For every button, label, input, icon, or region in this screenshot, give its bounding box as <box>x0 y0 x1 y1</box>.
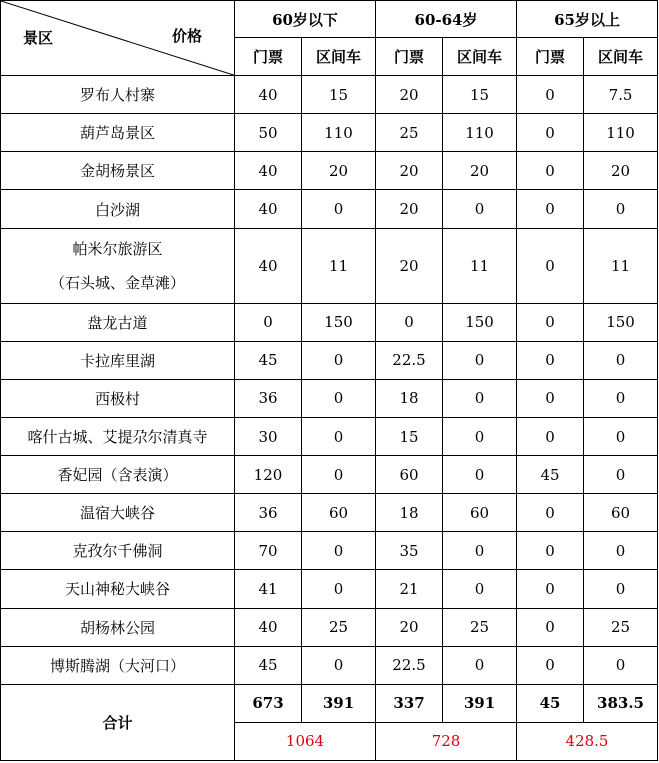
subheader-shuttle: 区间车 <box>302 38 376 76</box>
total-value: 391 <box>302 684 376 722</box>
shuttle-price-cell: 0 <box>302 379 376 417</box>
ticket-price-cell: 22.5 <box>376 646 443 684</box>
ticket-price-cell: 41 <box>235 570 302 608</box>
shuttle-price-cell: 110 <box>584 114 658 152</box>
table-row <box>1 228 658 303</box>
ticket-price-cell: 45 <box>235 341 302 379</box>
totals-row <box>1 684 658 722</box>
table-row <box>1 303 658 341</box>
table-row <box>1 418 658 456</box>
shuttle-price-cell: 0 <box>584 190 658 228</box>
shuttle-price-cell: 0 <box>302 456 376 494</box>
ticket-price-cell: 0 <box>517 303 584 341</box>
shuttle-price-cell: 60 <box>584 494 658 532</box>
age-group-65-plus: 65岁以上 <box>517 1 658 38</box>
shuttle-price-cell: 11 <box>584 228 658 303</box>
shuttle-price-cell: 11 <box>443 228 517 303</box>
shuttle-price-cell: 110 <box>302 114 376 152</box>
ticket-price-cell: 0 <box>517 532 584 570</box>
ticket-price-cell: 40 <box>235 228 302 303</box>
shuttle-price-cell: 0 <box>584 418 658 456</box>
group-total-under-60: 1064 <box>235 722 376 760</box>
scenic-spot-name: 白沙湖 <box>1 190 235 228</box>
table-row <box>1 190 658 228</box>
ticket-price-cell: 60 <box>376 456 443 494</box>
scenic-spot-name: 胡杨林公园 <box>1 608 235 646</box>
table-row <box>1 341 658 379</box>
shuttle-price-cell: 25 <box>302 608 376 646</box>
shuttle-price-cell: 60 <box>443 494 517 532</box>
ticket-price-cell: 0 <box>517 114 584 152</box>
scenic-spot-name: 天山神秘大峡谷 <box>1 570 235 608</box>
age-group-60-64: 60-64岁 <box>376 1 517 38</box>
total-value: 383.5 <box>584 684 658 722</box>
scenic-spot-name: 喀什古城、艾提尕尔清真寺 <box>1 418 235 456</box>
shuttle-price-cell: 25 <box>584 608 658 646</box>
table-row <box>1 532 658 570</box>
shuttle-price-cell: 0 <box>443 532 517 570</box>
table-row <box>1 646 658 684</box>
scenic-spot-name: 盘龙古道 <box>1 303 235 341</box>
ticket-price-cell: 20 <box>376 228 443 303</box>
scenic-spot-name: 克孜尔千佛洞 <box>1 532 235 570</box>
ticket-price-cell: 18 <box>376 379 443 417</box>
table-row <box>1 76 658 114</box>
table-row <box>1 570 658 608</box>
group-total-65-plus: 428.5 <box>517 722 658 760</box>
ticket-price-cell: 40 <box>235 608 302 646</box>
ticket-price-cell: 20 <box>376 152 443 190</box>
scenic-spot-name-line1: 帕米尔旅游区 <box>72 239 163 258</box>
scenic-spot-name: 博斯腾湖（大河口） <box>1 646 235 684</box>
ticket-price-cell: 30 <box>235 418 302 456</box>
shuttle-price-cell: 110 <box>443 114 517 152</box>
ticket-price-cell: 0 <box>517 570 584 608</box>
scenic-spot-name: 温宿大峡谷 <box>1 494 235 532</box>
scenic-spot-name: 西极村 <box>1 379 235 417</box>
table-row <box>1 494 658 532</box>
age-group-under-60: 60岁以下 <box>235 1 376 38</box>
ticket-price-cell: 0 <box>517 341 584 379</box>
totals-label: 合计 <box>1 684 235 760</box>
scenic-spot-name: 香妃园（含表演） <box>1 456 235 494</box>
shuttle-price-cell: 150 <box>302 303 376 341</box>
shuttle-price-cell: 0 <box>302 570 376 608</box>
scenic-spot-name: 金胡杨景区 <box>1 152 235 190</box>
ticket-price-cell: 0 <box>517 608 584 646</box>
shuttle-price-cell: 150 <box>443 303 517 341</box>
shuttle-price-cell: 0 <box>584 456 658 494</box>
price-header-label: 价格 <box>171 27 202 45</box>
ticket-price-cell: 0 <box>517 494 584 532</box>
ticket-price-cell: 45 <box>517 456 584 494</box>
subheader-ticket: 门票 <box>376 38 443 76</box>
shuttle-price-cell: 0 <box>443 456 517 494</box>
ticket-price-cell: 40 <box>235 190 302 228</box>
shuttle-price-cell: 7.5 <box>584 76 658 114</box>
shuttle-price-cell: 0 <box>302 646 376 684</box>
shuttle-price-cell: 0 <box>584 570 658 608</box>
ticket-price-cell: 40 <box>235 76 302 114</box>
subheader-shuttle: 区间车 <box>584 38 658 76</box>
scenic-spot-name: 罗布人村寨 <box>1 76 235 114</box>
ticket-price-cell: 45 <box>235 646 302 684</box>
ticket-price-cell: 15 <box>376 418 443 456</box>
ticket-price-cell: 0 <box>517 379 584 417</box>
table-row <box>1 456 658 494</box>
ticket-price-cell: 20 <box>376 76 443 114</box>
shuttle-price-cell: 15 <box>302 76 376 114</box>
shuttle-price-cell: 0 <box>443 379 517 417</box>
ticket-price-cell: 0 <box>376 303 443 341</box>
shuttle-price-cell: 25 <box>443 608 517 646</box>
ticket-price-cell: 18 <box>376 494 443 532</box>
ticket-price-cell: 0 <box>235 303 302 341</box>
subheader-ticket: 门票 <box>235 38 302 76</box>
ticket-price-cell: 21 <box>376 570 443 608</box>
ticket-price-cell: 70 <box>235 532 302 570</box>
shuttle-price-cell: 0 <box>584 532 658 570</box>
scenic-spot-name: 卡拉库里湖 <box>1 341 235 379</box>
total-value: 391 <box>443 684 517 722</box>
subheader-shuttle: 区间车 <box>443 38 517 76</box>
shuttle-price-cell: 150 <box>584 303 658 341</box>
ticket-price-cell: 120 <box>235 456 302 494</box>
table-row <box>1 608 658 646</box>
total-value: 45 <box>517 684 584 722</box>
shuttle-price-cell: 0 <box>302 418 376 456</box>
shuttle-price-cell: 0 <box>584 379 658 417</box>
ticket-price-cell: 0 <box>517 228 584 303</box>
shuttle-price-cell: 0 <box>302 341 376 379</box>
shuttle-price-cell: 15 <box>443 76 517 114</box>
subheader-ticket: 门票 <box>517 38 584 76</box>
group-total-60-64: 728 <box>376 722 517 760</box>
shuttle-price-cell: 20 <box>584 152 658 190</box>
shuttle-price-cell: 20 <box>302 152 376 190</box>
ticket-price-cell: 35 <box>376 532 443 570</box>
table-row <box>1 114 658 152</box>
shuttle-price-cell: 0 <box>584 646 658 684</box>
scenic-spot-name: 葫芦岛景区 <box>1 114 235 152</box>
shuttle-price-cell: 0 <box>443 418 517 456</box>
shuttle-price-cell: 0 <box>443 646 517 684</box>
ticket-price-cell: 50 <box>235 114 302 152</box>
table-row <box>1 379 658 417</box>
ticket-price-cell: 22.5 <box>376 341 443 379</box>
shuttle-price-cell: 11 <box>302 228 376 303</box>
ticket-price-cell: 40 <box>235 152 302 190</box>
ticket-price-cell: 0 <box>517 418 584 456</box>
scenic-spot-name-line2: （石头城、金草滩） <box>49 273 185 292</box>
shuttle-price-cell: 0 <box>584 341 658 379</box>
scenic-header-label: 景区 <box>23 29 54 47</box>
shuttle-price-cell: 0 <box>302 532 376 570</box>
shuttle-price-cell: 0 <box>443 570 517 608</box>
total-value: 337 <box>376 684 443 722</box>
scenic-spot-name <box>1 228 235 303</box>
header-row-1 <box>1 1 658 38</box>
table-row <box>1 152 658 190</box>
ticket-price-cell: 0 <box>517 646 584 684</box>
total-value: 673 <box>235 684 302 722</box>
ticket-price-cell: 25 <box>376 114 443 152</box>
shuttle-price-cell: 0 <box>302 190 376 228</box>
shuttle-price-cell: 20 <box>443 152 517 190</box>
ticket-price-cell: 0 <box>517 76 584 114</box>
shuttle-price-cell: 60 <box>302 494 376 532</box>
diagonal-header-cell <box>1 1 235 76</box>
shuttle-price-cell: 0 <box>443 190 517 228</box>
ticket-price-cell: 36 <box>235 494 302 532</box>
ticket-price-cell: 0 <box>517 152 584 190</box>
ticket-price-cell: 20 <box>376 190 443 228</box>
shuttle-price-cell: 0 <box>443 341 517 379</box>
ticket-price-cell: 20 <box>376 608 443 646</box>
ticket-price-cell: 0 <box>517 190 584 228</box>
ticket-price-cell: 36 <box>235 379 302 417</box>
